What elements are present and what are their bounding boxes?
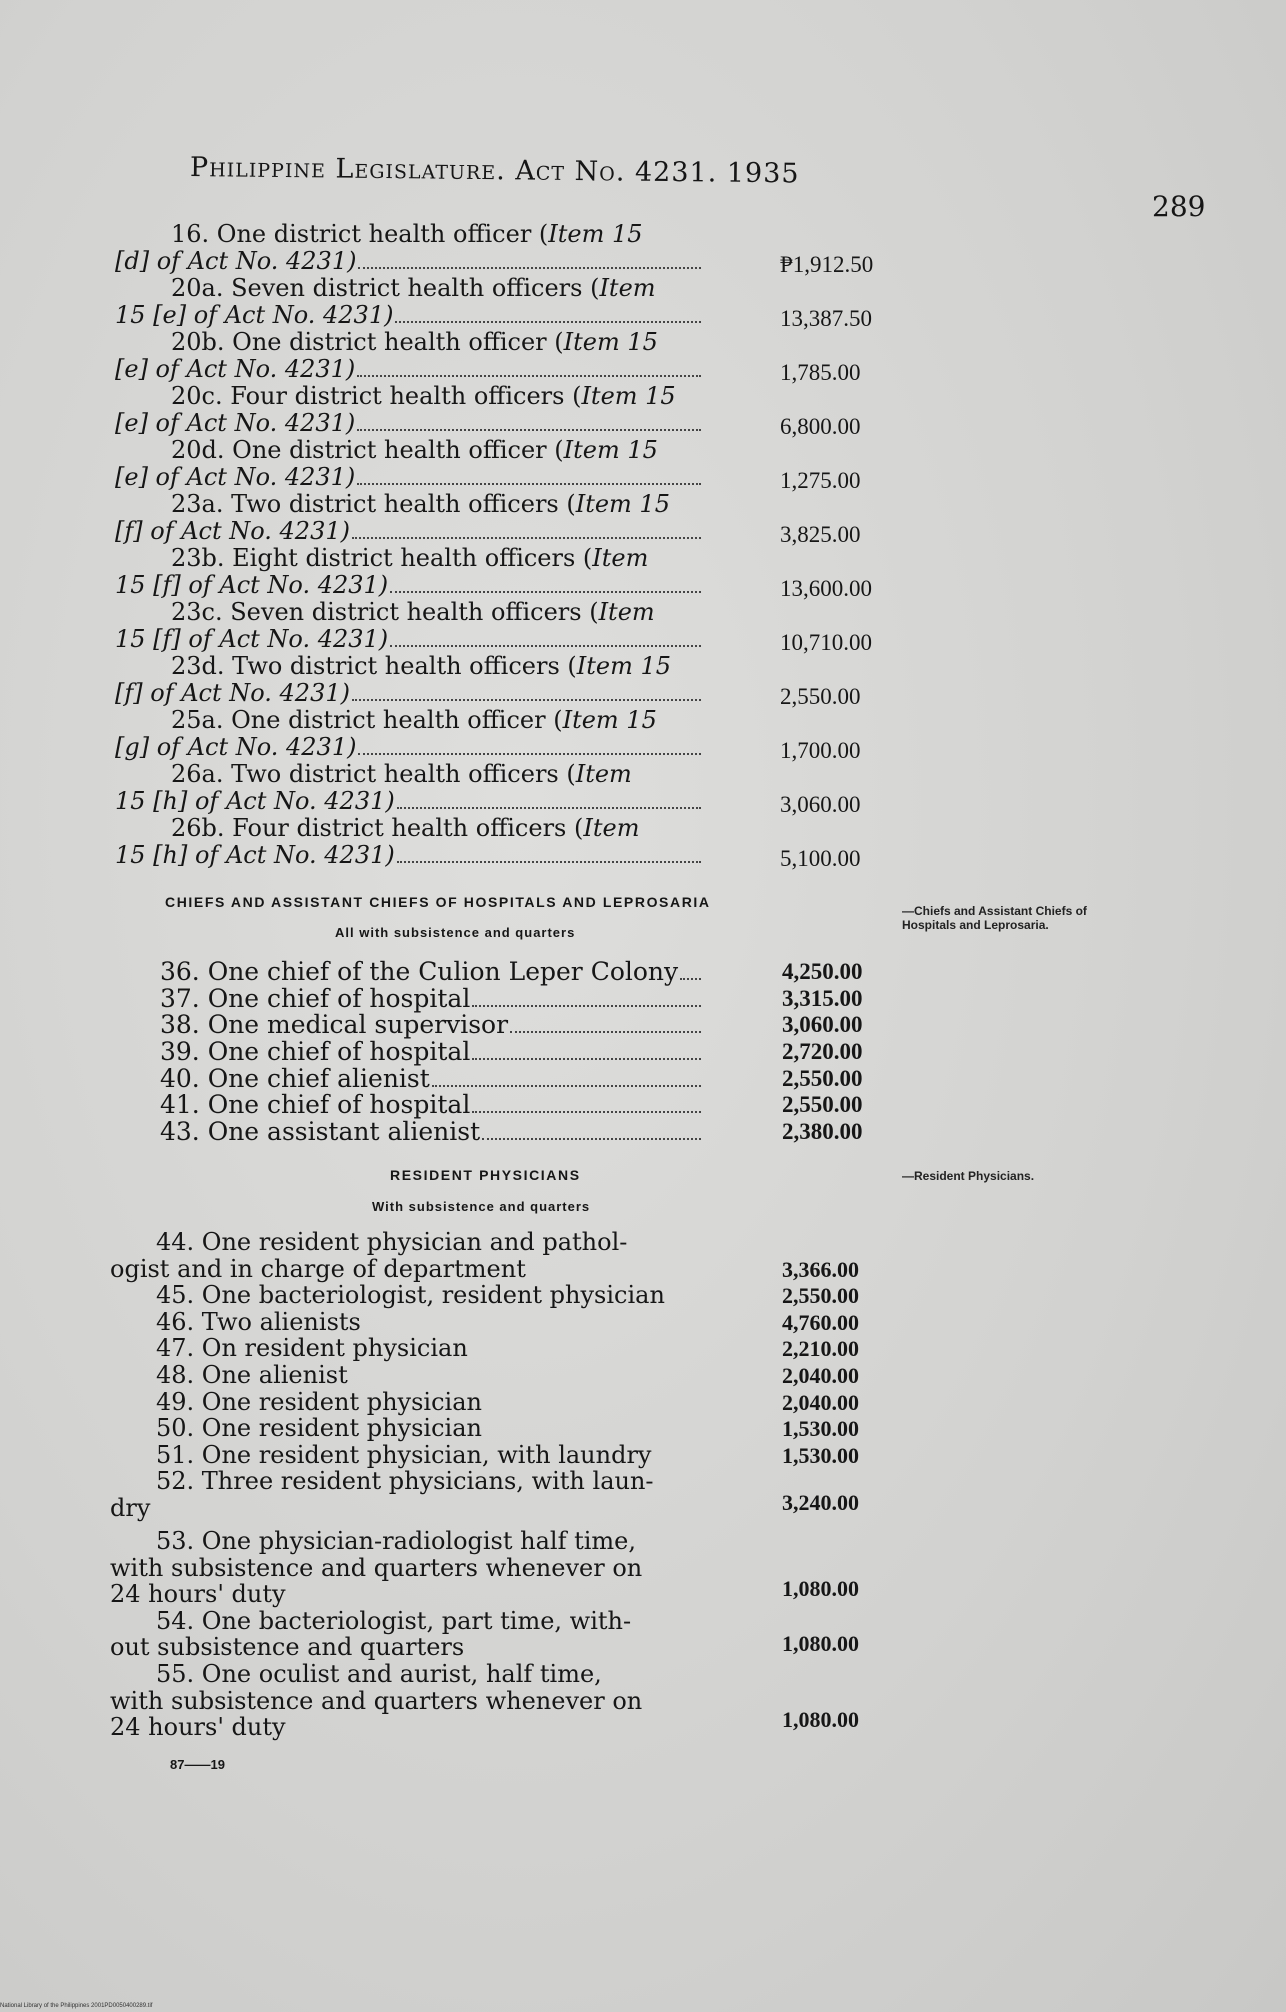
list-item: 20d. One district health officer (Item 15 [e] of Act No. 4231) 1,275.00 (115, 436, 895, 490)
amount: 3,060.00 (782, 1012, 863, 1038)
amount: 4,250.00 (782, 959, 863, 984)
amount: 2,210.00 (782, 1336, 859, 1362)
list-item: out subsistence and quarters 1,080.00 (110, 1631, 859, 1662)
list-item: 20b. One district health officer (Item 15 [e] of Act No. 4231) 1,785.00 (115, 328, 895, 382)
amount: 2,550.00 (782, 1065, 863, 1091)
chiefs-list (160, 957, 900, 1147)
list-item: 23d. Two district health officers (Item 15 [f] of Act No. 4231) 2,550.00 (115, 652, 895, 706)
amount: 4,760.00 (782, 1309, 859, 1335)
list-item: 44. One resident physician and pathol- (156, 1228, 628, 1256)
list-item: 23b. Eight district health officers (Item 15 [f] of Act No. 4231) 13,600.00 (115, 544, 895, 598)
amount: 2,040.00 (782, 1362, 859, 1388)
chiefs-margin-note: —Chiefs and Assistant Chiefs of Hospitals and Leprosaria. (902, 904, 1087, 932)
list-item: 49. One resident physician 2,040.00 (156, 1387, 859, 1416)
list-item: 24 hours' duty 1,080.00 (110, 1707, 859, 1742)
amount: 1,080.00 (782, 1631, 859, 1657)
page-number: 289 (1152, 190, 1206, 223)
list-item: 39. One chief of hospital 2,720.00 (160, 1037, 863, 1067)
chiefs-section-subtitle: All with subsistence and quarters (335, 925, 576, 940)
list-item: 38. One medical supervisor 3,060.00 (160, 1010, 863, 1040)
amount: 2,550.00 (782, 1092, 863, 1118)
list-item: 36. One chief of the Culion Leper Colony 4,250.00 (160, 957, 863, 986)
list-item: with subsistence and quarters whenever on (110, 1686, 643, 1715)
list-item: ogist and in charge of department 3,366.00 (110, 1254, 859, 1283)
district-officers-list (115, 220, 895, 871)
list-item: 43. One assistant alienist 2,380.00 (160, 1117, 863, 1147)
list-item: 51. One resident physician, with laundry 1,530.00 (156, 1440, 859, 1469)
list-item: 20c. Four district health officers (Item 15 [e] of Act No. 4231) 6,800.00 (115, 382, 895, 436)
amount: 3,825.00 (780, 522, 861, 547)
amount: 5,100.00 (780, 846, 861, 871)
resident-section-subtitle: With subsistence and quarters (372, 1199, 591, 1214)
list-item: 24 hours' duty 1,080.00 (110, 1576, 859, 1609)
list-item: 55. One oculist and aurist, half time, (156, 1659, 602, 1688)
amount: 2,040.00 (782, 1389, 859, 1415)
list-item: 41. One chief of hospital 2,550.00 (160, 1090, 863, 1120)
list-item: 26b. Four district health officers (Item 15 [h] of Act No. 4231) 5,100.00 (115, 814, 895, 868)
amount: 2,720.00 (782, 1039, 863, 1065)
list-item: 23a. Two district health officers (Item 15 [f] of Act No. 4231) 3,825.00 (115, 490, 895, 544)
list-item: with subsistence and quarters whenever on (110, 1553, 643, 1582)
list-item: 46. Two alienists 4,760.00 (156, 1307, 859, 1336)
scan-credit: National Library of the Philippines 2001PD0050400289.tif (0, 2003, 153, 2009)
list-item: 37. One chief of hospital 3,315.00 (160, 983, 863, 1013)
amount: 3,315.00 (782, 985, 863, 1011)
list-item: 52. Three resident physicians, with laun- (156, 1467, 654, 1496)
resident-section-title: RESIDENT PHYSICIANS (390, 1167, 581, 1183)
signature-mark: 87——19 (170, 1757, 225, 1772)
resident-margin-note: —Resident Physicians. (902, 1169, 1035, 1183)
list-item: 53. One physician-radiologist half time, (156, 1526, 637, 1555)
chiefs-section-title: CHIEFS AND ASSISTANT CHIEFS OF HOSPITALS AND LEPROSARIA (165, 894, 711, 910)
amount: ₱1,912.50 (780, 252, 874, 277)
list-item: 40. One chief alienist 2,550.00 (160, 1063, 863, 1093)
amount: 1,530.00 (782, 1416, 859, 1442)
list-item: 23c. Seven district health officers (Item 15 [f] of Act No. 4231) 10,710.00 (115, 598, 895, 652)
list-item: 25a. One district health officer (Item 15 [g] of Act No. 4231) 1,700.00 (115, 706, 895, 760)
amount: 10,710.00 (780, 630, 872, 655)
amount: 3,240.00 (782, 1489, 859, 1515)
amount: 1,700.00 (780, 738, 861, 763)
list-item: 20a. Seven district health officers (Item 15 [e] of Act No. 4231) 13,387.50 (115, 274, 895, 328)
running-header: Philippine Legislature. Act No. 4231. 1935 (189, 152, 800, 190)
amount: 1,530.00 (782, 1442, 859, 1468)
list-item: 48. One alienist 2,040.00 (156, 1360, 859, 1389)
amount: 1,275.00 (780, 468, 861, 493)
amount: 6,800.00 (780, 414, 861, 439)
amount: 3,060.00 (780, 792, 861, 817)
resident-list (110, 1228, 900, 1740)
amount: 2,380.00 (782, 1119, 863, 1145)
list-item: 50. One resident physician 1,530.00 (156, 1414, 859, 1443)
list-item: dry 3,240.00 (110, 1489, 859, 1522)
list-item: 47. On resident physician 2,210.00 (156, 1334, 859, 1363)
amount: 1,080.00 (782, 1576, 859, 1602)
amount: 1,785.00 (780, 360, 861, 385)
list-item: 54. One bacteriologist, part time, with- (156, 1606, 632, 1635)
amount: 3,366.00 (782, 1256, 859, 1282)
amount: 1,080.00 (782, 1707, 859, 1733)
list-item: 16. One district health officer (Item 15 [d] of Act No. 4231) ₱1,912.50 (115, 220, 895, 274)
list-item: 26a. Two district health officers (Item 15 [h] of Act No. 4231) 3,060.00 (115, 760, 895, 814)
amount: 2,550.00 (782, 1283, 859, 1309)
list-item: 45. One bacteriologist, resident physician 2,550.00 (156, 1281, 859, 1310)
amount: 13,600.00 (780, 576, 872, 601)
amount: 13,387.50 (780, 306, 872, 331)
amount: 2,550.00 (780, 684, 861, 709)
